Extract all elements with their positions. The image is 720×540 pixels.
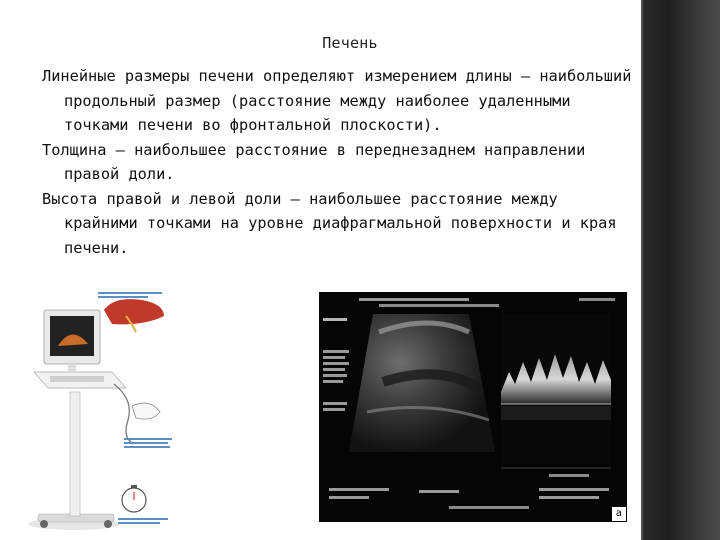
paragraph-length: Линейные размеры печени определяют измерением длины – наибольший продольный размер (расстояние между наиболее удаленными точками печени во фронтальной плоскости). — [42, 67, 632, 134]
paragraph-height: Высота правой и левой доли – наибольшее расстояние между крайними точками на уровне диафрагмальной поверхности и края печени. — [42, 189, 617, 257]
slide-title: Печень — [322, 34, 378, 52]
ultrasound-scan — [319, 292, 627, 522]
image-label-badge: a — [612, 507, 626, 521]
ultrasound-image — [319, 292, 627, 522]
slide-body — [42, 64, 632, 260]
ultrasound-device-illustration — [14, 288, 174, 534]
paragraph-thickness: Толщина – наибольшее расстояние в переднезаднем направлении правой доли. — [42, 140, 586, 183]
decorative-side-band — [641, 0, 720, 540]
